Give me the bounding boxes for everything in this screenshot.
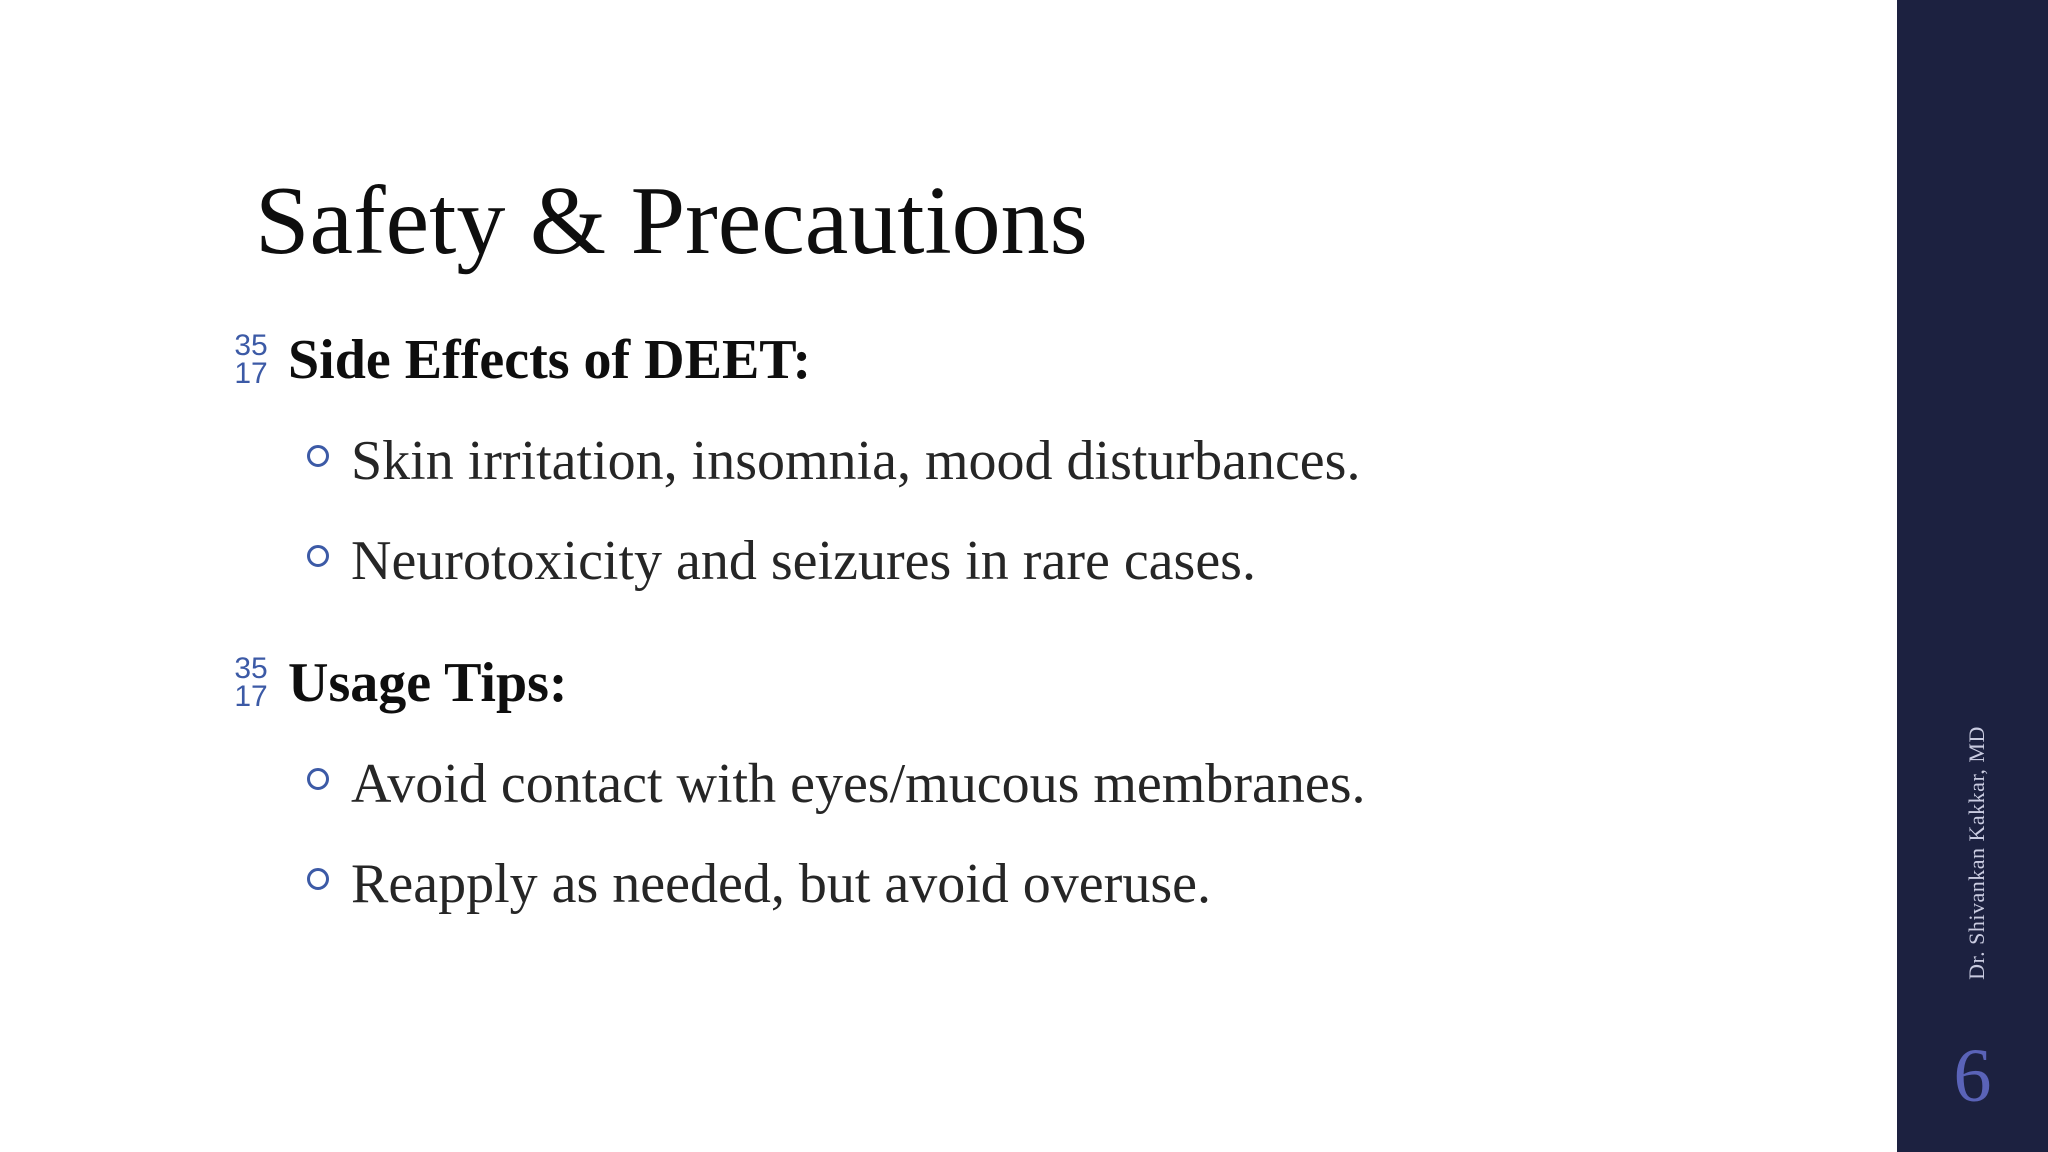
circle-bullet-icon [307, 768, 329, 790]
list-item-text: Neurotoxicity and seizures in rare cases. [351, 530, 1256, 592]
list-item [307, 849, 1211, 919]
bullet-icon: 35 17 [234, 652, 268, 713]
circle-bullet-icon [307, 545, 329, 567]
list-item [307, 426, 1360, 496]
list-item-text: Avoid contact with eyes/mucous membranes. [351, 753, 1366, 815]
slide-title: Safety & Precautions [255, 167, 1088, 275]
list-item-text: Skin irritation, insomnia, mood disturbances. [351, 430, 1361, 492]
page-number: 6 [1953, 1034, 1992, 1118]
circle-bullet-icon [307, 445, 329, 467]
list-item [307, 749, 1365, 819]
list-item [307, 526, 1256, 596]
list-item-text: Reapply as needed, but avoid overuse. [351, 853, 1211, 915]
section-heading-side-effects [230, 325, 811, 395]
circle-bullet-icon [307, 868, 329, 890]
author-label: Dr. Shivankan Kakkar, MD [1964, 726, 1989, 980]
section-heading-text: Side Effects of DEET: [288, 329, 812, 391]
bullet-icon: 35 17 [234, 329, 268, 390]
section-heading-text: Usage Tips: [288, 652, 568, 714]
section-heading-usage-tips [230, 648, 568, 718]
